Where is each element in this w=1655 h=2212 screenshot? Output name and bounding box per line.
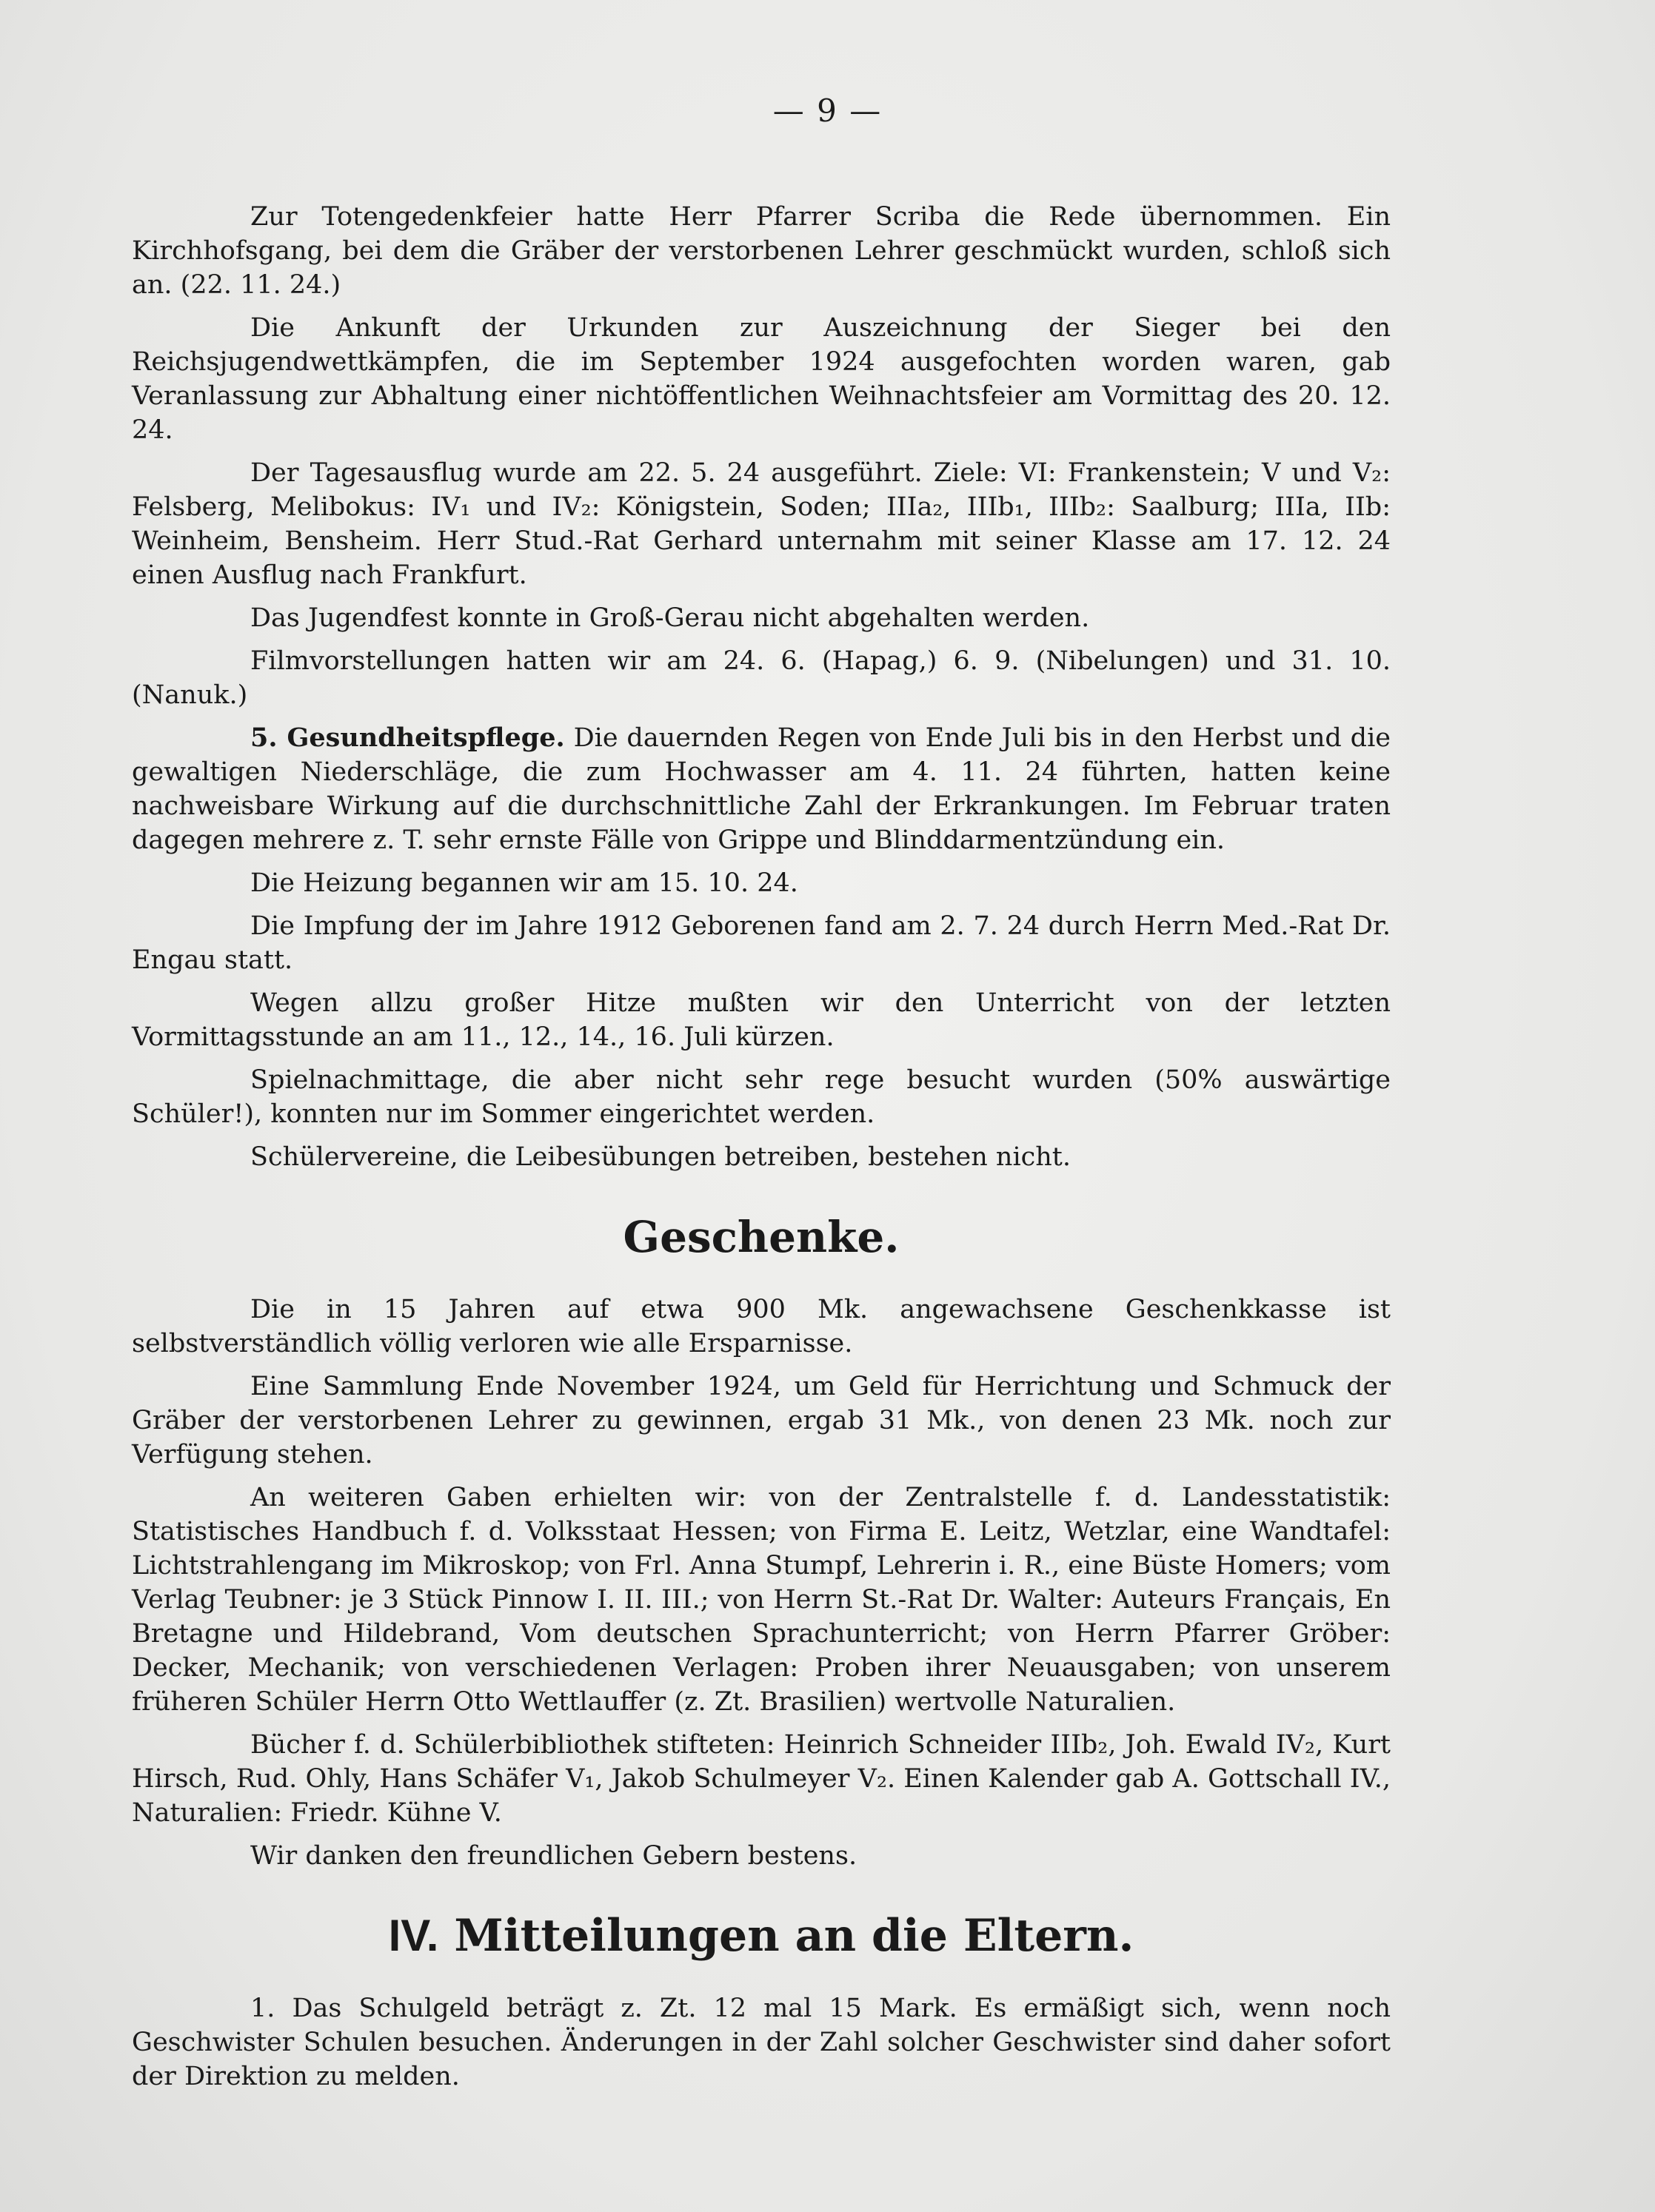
paragraph: An weiteren Gaben erhielten wir: von der Zentralstelle f. d. Landesstatistik: Statistisches Handbuch f. d. Volksstaat Hessen; von Firma E. Leitz, Wetzlar, eine Wandtafel: Lichtstrahlengang im Mikroskop; von Frl. Anna Stumpf, Lehrerin i. R., eine Büste Homers; vom Verlag Teubner: je 3 Stück Pinnow I. II. III.; von Herrn St.-Rat Dr. Walter: Auteurs Français, En Bretagne und Hildebrand, Vom deutschen Sprachunterricht; von Herrn Pfarrer Gröber: Decker, Mechanik; von verschiedenen Verlagen: Proben ihrer Neuausgaben; von unserem früheren Schüler Herrn Otto Wettlauffer (z. Zt. Brasilien) wertvolle Naturalien. <box>132 1483 1391 1717</box>
paragraph: Die in 15 Jahren auf etwa 900 Mk. angewachsene Geschenkkasse ist selbstverständlich völlig verloren wie alle Ersparnisse. <box>132 1295 1391 1358</box>
paragraph: Der Tagesausflug wurde am 22. 5. 24 ausgeführt. Ziele: VI: Frankenstein; V und V₂: Felsberg, Melibokus: IV₁ und IV₂: Königstein, Soden; IIIa₂, IIIb₁, IIIb₂: Saalburg; IIIa, IIb: Weinheim, Bensheim. Herr Stud.-Rat Gerhard unternahm mit seiner Klasse am 17. 12. 24 einen Ausflug nach Frankfurt. <box>132 458 1391 590</box>
paragraph: Bücher f. d. Schülerbibliothek stifteten: Heinrich Schneider IIIb₂, Joh. Ewald IV₂, Kurt Hirsch, Rud. Ohly, Hans Schäfer V₁, Jakob Schulmeyer V₂. Einen Kalender gab A. Gottschall IV., Naturalien: Friedr. Kühne V. <box>132 1730 1391 1828</box>
section-title: Mitteilungen an die Eltern. <box>454 1910 1134 1962</box>
paragraph: Wegen allzu großer Hitze mußten wir den Unterricht von der letzten Vormittagsstunde an am 11., 12., 14., 16. Juli kürzen. <box>132 988 1391 1052</box>
section-number: IV. <box>388 1911 439 1960</box>
health-paragraph <box>132 721 1391 857</box>
paragraph: Die Impfung der im Jahre 1912 Geborenen fand am 2. 7. 24 durch Herrn Med.-Rat Dr. Engau statt. <box>132 911 1391 975</box>
paragraph: Wir danken den freundlichen Gebern bestens. <box>250 1841 857 1871</box>
paragraph: Das Jugendfest konnte in Groß-Gerau nicht abgehalten werden. <box>250 603 1090 633</box>
paragraph: Eine Sammlung Ende November 1924, um Geld für Herrichtung und Schmuck der Gräber der verstorbenen Lehrer zu gewinnen, ergab 31 Mk., von denen 23 Mk. noch zur Verfügung stehen. <box>132 1372 1391 1469</box>
page-content <box>132 200 1391 2102</box>
section-heading-gifts: Geschenke. <box>623 1212 900 1262</box>
paragraph: Zur Totengedenkfeier hatte Herr Pfarrer Scriba die Rede übernommen. Ein Kirchhofsgang, bei dem die Gräber der verstorbenen Lehrer geschmückt wurden, schloß sich an. (22. 11. 24.) <box>132 202 1391 300</box>
paragraph: Die Ankunft der Urkunden zur Auszeichnung der Sieger bei den Reichsjugendwettkämpfen, die im September 1924 ausgefochten worden waren, gab Veranlassung zur Abhaltung einer nichtöffentlichen Weihnachtsfeier am Vormittag des 20. 12. 24. <box>132 313 1391 445</box>
health-lead: 5. Gesundheitspflege. <box>250 723 565 753</box>
health-text: Die dauernden Regen von Ende Juli bis in den Herbst und die gewaltigen Niederschläge, die zum Hochwasser am 4. 11. 24 führten, hatten keine nachweisbare Wirkung auf die durchschnittliche Zahl der Erkrankungen. Im Februar traten dagegen mehrere z. T. sehr ernste Fälle von Grippe und Blinddarmentzündung ein. <box>132 723 1391 855</box>
paragraph: 1. Das Schulgeld beträgt z. Zt. 12 mal 15 Mark. Es ermäßigt sich, wenn noch Geschwister Schulen besuchen. Änderungen in der Zahl solcher Geschwister sind daher sofort der Direktion zu melden. <box>132 1994 1391 2091</box>
paragraph: Spielnachmittage, die aber nicht sehr rege besucht wurden (50% auswärtige Schüler!), konnten nur im Sommer eingerichtet werden. <box>132 1065 1391 1129</box>
paragraph: Schülervereine, die Leibesübungen betreiben, bestehen nicht. <box>250 1142 1071 1172</box>
section-heading-parents <box>132 1910 1391 1962</box>
paragraph: Filmvorstellungen hatten wir am 24. 6. (Hapag,) 6. 9. (Nibelungen) und 31. 10. (Nanuk.) <box>132 646 1391 710</box>
page-number: — 9 — <box>772 93 883 129</box>
paragraph: Die Heizung begannen wir am 15. 10. 24. <box>250 868 798 898</box>
